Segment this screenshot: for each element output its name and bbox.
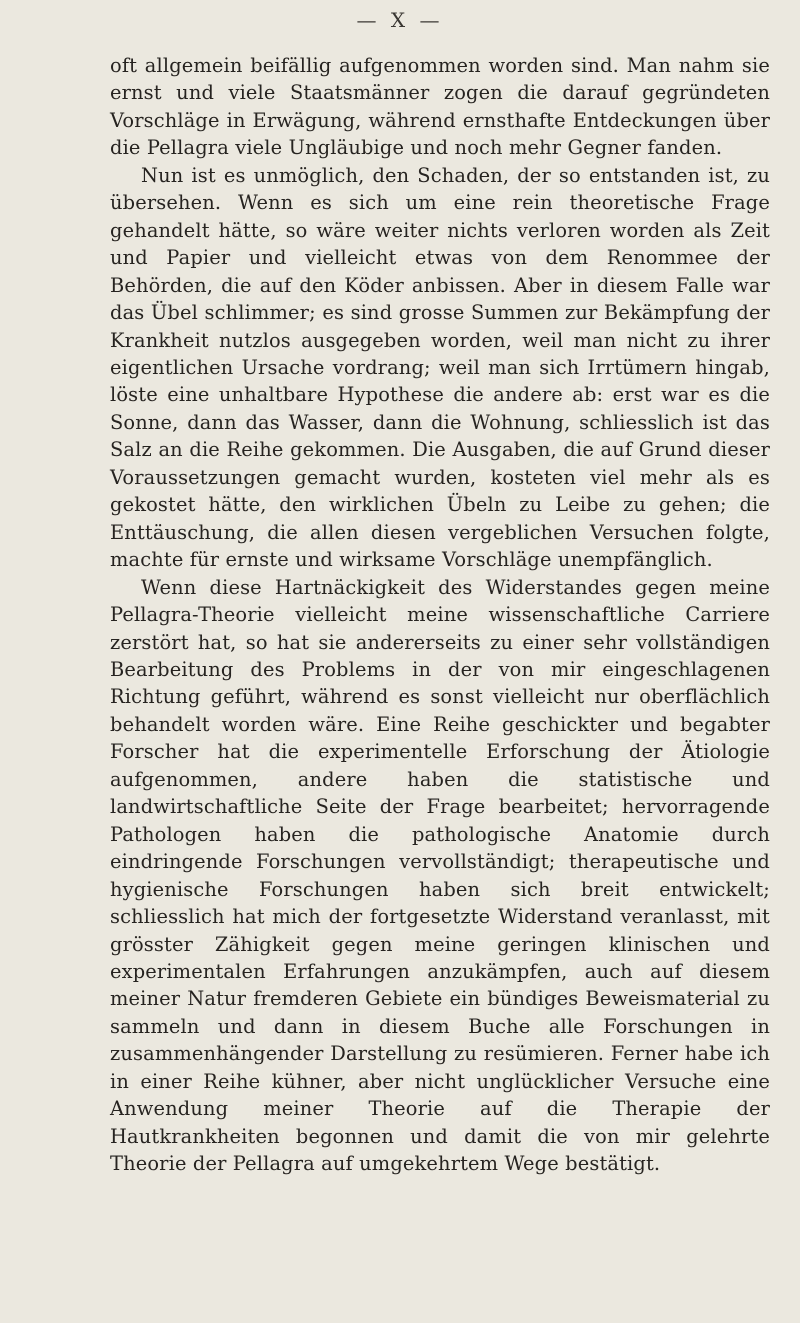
body-text [110,52,770,1178]
paragraph-2: Nun ist es unmöglich, den Schaden, der so entstanden ist, zu übersehen. Wenn es sich um eine rein theoretische Frage gehandelt hätte, so wäre weiter nichts verloren worden als Zeit und Papier und vielleicht etwas von dem Renommee der Behörden, die auf den Köder anbissen. Aber in diesem Falle war das Übel schlimmer; es sind grosse Summen zur Bekämpfung der Krankheit nutzlos ausgegeben worden, weil man nicht zu ihrer eigentlichen Ursache vordrang; weil man sich Irrtümern hingab, löste eine unhaltbare Hypothese die andere ab: erst war es die Sonne, dann das Wasser, dann die Wohnung, schliesslich ist das Salz an die Reihe gekommen. Die Ausgaben, die auf Grund dieser Voraussetzungen gemacht wurden, kosteten viel mehr als es gekostet hätte, den wirklichen Übeln zu Leibe zu gehen; die Enttäuschung, die allen diesen vergeblichen Versuchen folgte, machte für ernste und wirksame Vorschläge unempfänglich. [110,163,770,572]
paragraph-1: oft allgemein beifällig aufgenommen worden sind. Man nahm sie ernst und viele Staatsmänner zogen die darauf gegründeten Vorschläge in Erwägung, während ernsthafte Entdeckungen über die Pellagra viele Ungläubige und noch mehr Gegner fanden. [110,54,770,160]
paragraph-3: Wenn diese Hartnäckigkeit des Widerstandes gegen meine Pellagra-Theorie vielleicht meine wissenschaftliche Carriere zerstört hat, so hat sie andererseits zu einer sehr vollständigen Bearbeitung des Problems in der von mir eingeschlagenen Richtung geführt, während es sonst vielleicht nur oberflächlich behandelt worden wäre. Eine Reihe geschickter und begabter Forscher hat die experimentelle Erforschung der Ätiologie aufgenommen, andere haben die statistische und landwirtschaftliche Seite der Frage bearbeitet; hervorragende Pathologen haben die pathologische Anatomie durch eindringende Forschungen vervollständigt; therapeutische und hygienische Forschungen haben sich breit entwickelt; schliesslich hat mich der fortgesetzte Widerstand veranlasst, mit grösster Zähigkeit gegen meine geringen klinischen und experimentalen Erfahrungen anzukämpfen, auch auf diesem meiner Natur fremderen Gebiete ein bündiges Beweismaterial zu sammeln und dann in diesem Buche alle Forschungen in zusammenhängender Darstellung zu resümieren. Ferner habe ich in einer Reihe kühner, aber nicht unglücklicher Versuche eine Anwendung meiner Theorie auf die Therapie der Hautkrankheiten begonnen und damit die von mir gelehrte Theorie der Pellagra auf umgekehrtem Wege bestätigt. [110,575,770,1176]
page-number: — X — [356,8,444,32]
